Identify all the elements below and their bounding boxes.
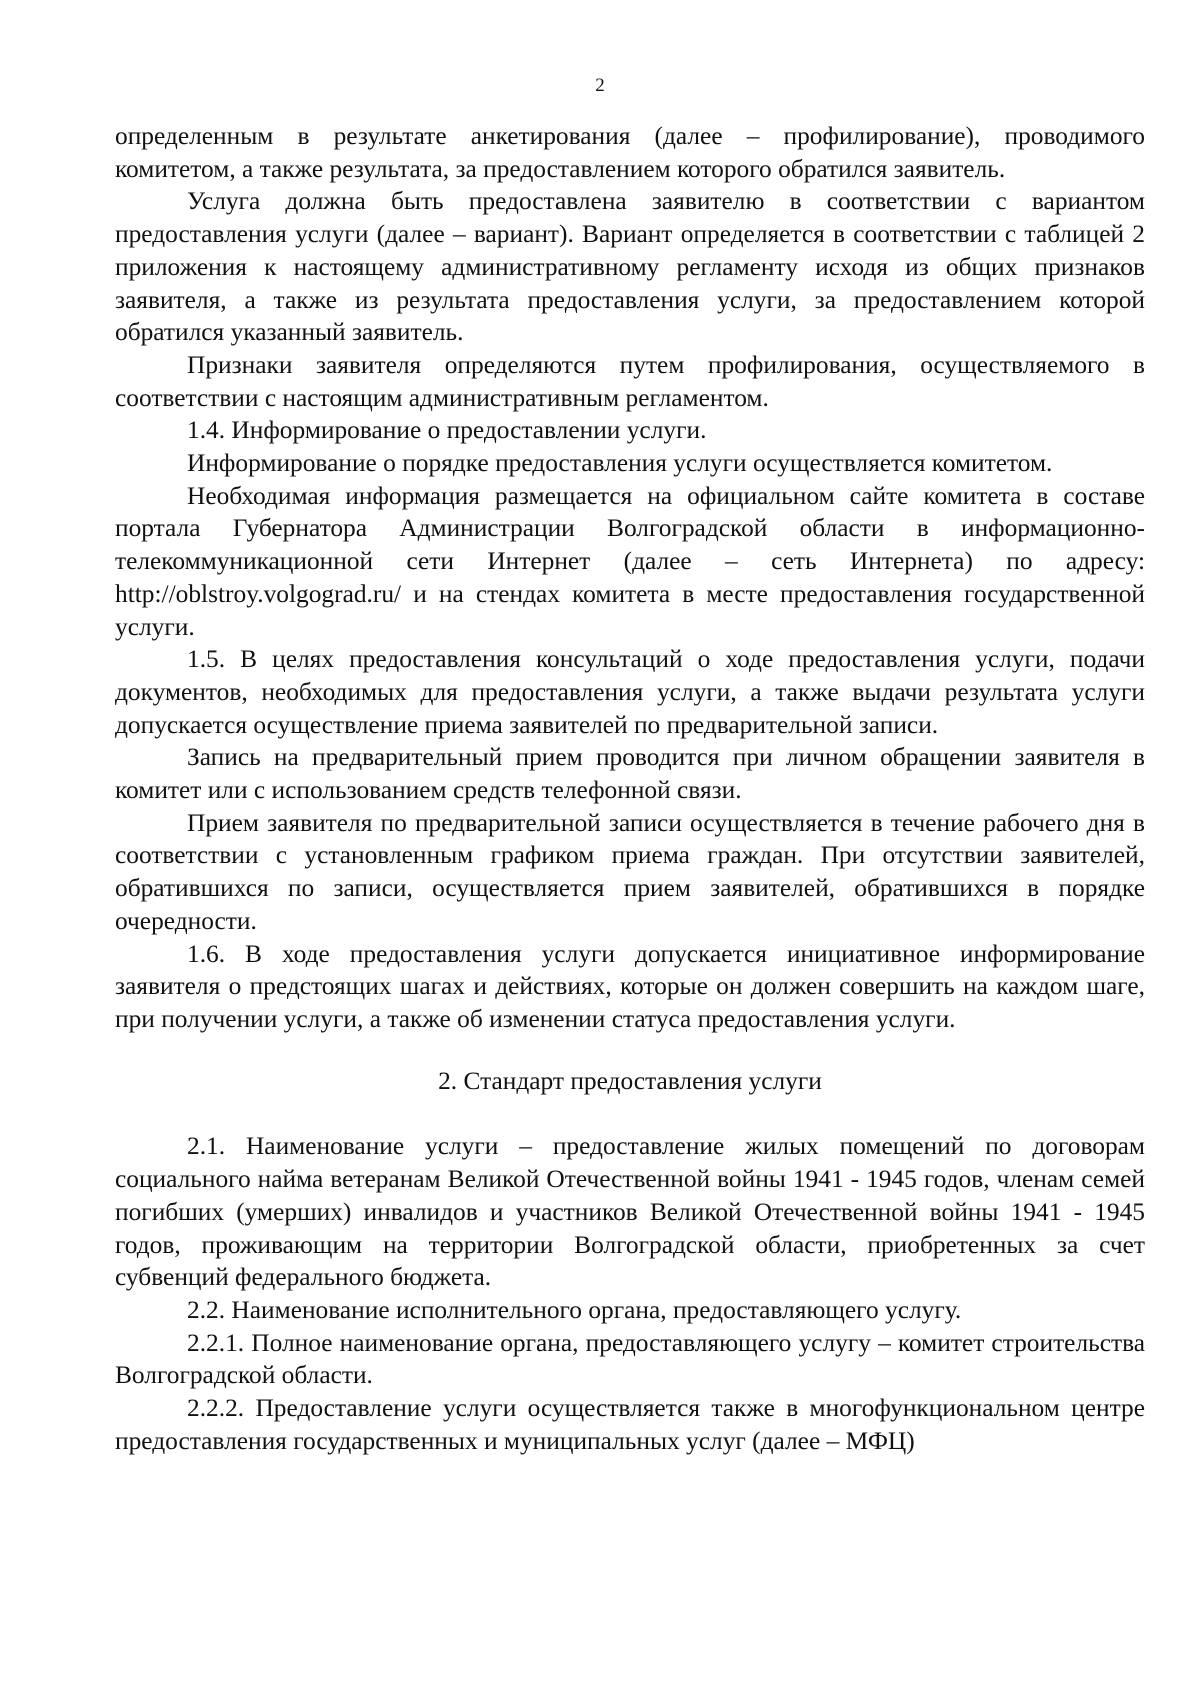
paragraph-2-1: 2.1. Наименование услуги – предоставление жилых помещений по договорам социального найма ветеранам Великой Отечественной войны 1941 - 1945 годов, членам семей погибших (умерших) инвалидов и участников Великой Отечественной войны 1941 - 1945 годов, проживающим на территории Волгоградской области, приобретенных за счет субвенций федерального бюджета. [115,1132,1145,1292]
paragraph-informing-order: Информирование о порядке предоставления услуги осуществляется комитетом. [187,449,1053,478]
section-heading: 2. Стандарт предоставления услуги [438,1066,822,1095]
paragraph-variant: Услуга должна быть предоставлена заявителю в соответствии с вариантом предоставления услуги (далее – вариант). Вариант определяется в соответствии с таблицей 2 приложения к настоящему административному регламенту исходя из общих признаков заявителя, а также из результата предоставления услуги, за предоставлением которой обратился указанный заявитель. [115,187,1145,347]
paragraph-1-4: 1.4. Информирование о предоставлении услуги. [187,416,707,445]
paragraph-reception: Прием заявителя по предварительной записи осуществляется в течение рабочего дня в соответствии с установленным графиком приема граждан. При отсутствии заявителей, обратившихся по записи, осуществляется прием заявителей, обратившихся в порядке очередности. [115,808,1145,935]
document-body [115,120,1145,1457]
paragraph-1-6: 1.6. В ходе предоставления услуги допускается инициативное информирование заявителя о предстоящих шагах и действиях, которые он должен совершить на каждом шаге, при получении услуги, а также об изменении статуса предоставления услуги. [115,939,1145,1033]
paragraph-website-info: Необходимая информация размещается на официальном сайте комитета в составе портала Губернатора Администрации Волгоградской области в информационно-телекоммуникационной сети Интернет (далее – сеть Интернета) по адресу: http://oblstroy.volgograd.ru/ и на стендах комитета в месте предоставления государственной услуги. [115,481,1145,641]
paragraph-1-5: 1.5. В целях предоставления консультаций о ходе предоставления услуги, подачи документов, необходимых для предоставления услуги, а также выдачи результата услуги допускается осуществление приема заявителей по предварительной записи. [115,645,1145,739]
paragraph-2-2-2: 2.2.2. Предоставление услуги осуществляется также в многофункциональном центре предоставления государственных и муниципальных услуг (далее – МФЦ) [115,1394,1145,1455]
page-number: 2 [595,75,605,96]
paragraph-2-2-1: 2.2.1. Полное наименование органа, предоставляющего услугу – комитет строительства Волгоградской области. [115,1328,1145,1390]
paragraph-continuation: определенным в результате анкетирования (далее – профилирование), проводимого комитетом, а также результата, за предоставлением которого обратился заявитель. [115,122,1145,183]
paragraph-2-2: 2.2. Наименование исполнительного органа, предоставляющего услугу. [187,1295,962,1324]
paragraph-appointment: Запись на предварительный прием проводится при личном обращении заявителя в комитет или с использованием средств телефонной связи. [115,743,1145,805]
paragraph-applicant-signs: Признаки заявителя определяются путем профилирования, осуществляемого в соответствии с настоящим административным регламентом. [115,350,1145,412]
